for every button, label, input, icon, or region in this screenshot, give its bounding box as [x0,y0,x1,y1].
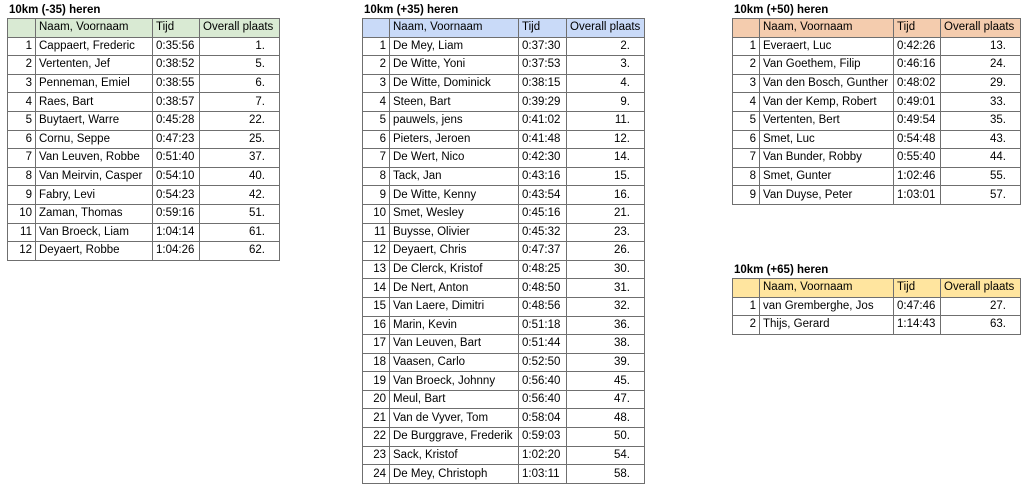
overall-place: 7. [200,93,280,112]
row-number: 15 [363,297,390,316]
row-number: 4 [8,93,36,112]
runner-name: Van der Kemp, Robert [760,93,894,112]
runner-name: De Wert, Nico [390,149,519,168]
table-row [8,149,280,168]
row-number: 14 [363,279,390,298]
results-block-plus65 [732,262,1021,335]
table-row [733,149,1021,168]
row-number: 8 [8,167,36,186]
overall-place: 14. [567,149,645,168]
finish-time: 0:39:29 [519,93,567,112]
finish-time: 1:02:20 [519,446,567,465]
runner-name: Smet, Wesley [390,204,519,223]
finish-time: 0:56:40 [519,390,567,409]
overall-place: 37. [200,149,280,168]
finish-time: 0:38:52 [153,56,200,75]
overall-place: 27. [941,297,1021,316]
table-row [363,37,645,56]
row-number: 10 [8,204,36,223]
runner-name: De Burggrave, Frederik [390,428,519,447]
table-row [733,37,1021,56]
runner-name: Vertenten, Bert [760,111,894,130]
overall-place: 9. [567,93,645,112]
runner-name: pauwels, jens [390,111,519,130]
finish-time: 0:59:03 [519,428,567,447]
row-number: 10 [363,204,390,223]
runner-name: Cornu, Seppe [36,130,153,149]
table-row [733,93,1021,112]
runner-name: Meul, Bart [390,390,519,409]
row-number: 21 [363,409,390,428]
row-number: 3 [363,74,390,93]
finish-time: 0:38:15 [519,74,567,93]
runner-name: Deyaert, Robbe [36,242,153,261]
overall-place: 23. [567,223,645,242]
runner-name: Raes, Bart [36,93,153,112]
table-row [363,390,645,409]
table-row [8,93,280,112]
header-name: Naam, Voornaam [760,19,894,38]
row-number: 2 [8,56,36,75]
header-time: Tijd [894,279,941,298]
overall-place: 51. [200,204,280,223]
block-title: 10km (+35) heren [364,4,459,16]
table-row [363,167,645,186]
header-time: Tijd [519,19,567,38]
runner-name: Van Duyse, Peter [760,186,894,205]
runner-name: Marin, Kevin [390,316,519,335]
overall-place: 30. [567,260,645,279]
row-number: 3 [733,74,760,93]
finish-time: 0:37:30 [519,37,567,56]
table-row [733,74,1021,93]
overall-place: 33. [941,93,1021,112]
runner-name: Tack, Jan [390,167,519,186]
results-table [362,18,645,484]
finish-time: 0:45:16 [519,204,567,223]
overall-place: 13. [941,37,1021,56]
table-row [363,130,645,149]
row-number: 6 [733,130,760,149]
finish-time: 0:55:40 [894,149,941,168]
finish-time: 0:51:18 [519,316,567,335]
row-number: 7 [363,149,390,168]
results-table [732,18,1021,205]
runner-name: Van Broeck, Liam [36,223,153,242]
overall-place: 2. [567,37,645,56]
table-row [8,223,280,242]
table-row [8,186,280,205]
runner-name: Buytaert, Warre [36,111,153,130]
table-row [8,130,280,149]
runner-name: Buysse, Olivier [390,223,519,242]
row-number: 11 [363,223,390,242]
header-nr [8,19,36,38]
finish-time: 1:14:43 [894,316,941,335]
runner-name: De Clerck, Kristof [390,260,519,279]
runner-name: Cappaert, Frederic [36,37,153,56]
runner-name: Thijs, Gerard [760,316,894,335]
header-place: Overall plaats [941,19,1021,38]
runner-name: De Witte, Dominick [390,74,519,93]
overall-place: 44. [941,149,1021,168]
finish-time: 0:47:23 [153,130,200,149]
runner-name: Van Bunder, Robby [760,149,894,168]
overall-place: 25. [200,130,280,149]
finish-time: 0:38:55 [153,74,200,93]
finish-time: 0:45:32 [519,223,567,242]
header-row [733,19,1021,38]
runner-name: Van Broeck, Johnny [390,372,519,391]
finish-time: 0:35:56 [153,37,200,56]
table-row [8,242,280,261]
finish-time: 0:48:50 [519,279,567,298]
table-row [363,111,645,130]
finish-time: 0:46:16 [894,56,941,75]
overall-place: 55. [941,167,1021,186]
runner-name: Everaert, Luc [760,37,894,56]
table-row [733,56,1021,75]
table-row [8,167,280,186]
table-row [8,37,280,56]
finish-time: 0:48:02 [894,74,941,93]
header-nr [363,19,390,38]
runner-name: Fabry, Levi [36,186,153,205]
results-table [732,278,1021,335]
header-time: Tijd [153,19,200,38]
results-block-plus50 [732,2,1021,205]
header-nr [733,279,760,298]
runner-name: Van Leuven, Robbe [36,149,153,168]
finish-time: 0:43:16 [519,167,567,186]
finish-time: 1:04:14 [153,223,200,242]
runner-name: Van Laere, Dimitri [390,297,519,316]
row-number: 13 [363,260,390,279]
table-row [8,56,280,75]
table-row [363,446,645,465]
finish-time: 0:51:40 [153,149,200,168]
results-block-min35 [7,2,280,261]
overall-place: 50. [567,428,645,447]
row-number: 24 [363,465,390,484]
table-row [363,279,645,298]
overall-place: 45. [567,372,645,391]
overall-place: 32. [567,297,645,316]
header-time: Tijd [894,19,941,38]
runner-name: Vertenten, Jef [36,56,153,75]
row-number: 20 [363,390,390,409]
row-number: 19 [363,372,390,391]
finish-time: 0:51:44 [519,335,567,354]
row-number: 4 [733,93,760,112]
finish-time: 0:54:48 [894,130,941,149]
finish-time: 1:03:01 [894,186,941,205]
header-place: Overall plaats [941,279,1021,298]
overall-place: 4. [567,74,645,93]
row-number: 16 [363,316,390,335]
overall-place: 26. [567,242,645,261]
runner-name: Deyaert, Chris [390,242,519,261]
overall-place: 16. [567,186,645,205]
finish-time: 0:59:16 [153,204,200,223]
overall-place: 63. [941,316,1021,335]
overall-place: 22. [200,111,280,130]
row-number: 23 [363,446,390,465]
row-number: 12 [363,242,390,261]
overall-place: 21. [567,204,645,223]
overall-place: 15. [567,167,645,186]
finish-time: 0:54:10 [153,167,200,186]
overall-place: 39. [567,353,645,372]
table-row [363,353,645,372]
runner-name: Van Leuven, Bart [390,335,519,354]
overall-place: 3. [567,56,645,75]
finish-time: 0:42:30 [519,149,567,168]
table-row [363,93,645,112]
finish-time: 1:04:26 [153,242,200,261]
finish-time: 0:47:46 [894,297,941,316]
table-row [363,242,645,261]
finish-time: 0:48:56 [519,297,567,316]
overall-place: 12. [567,130,645,149]
header-row [8,19,280,38]
overall-place: 58. [567,465,645,484]
row-number: 2 [733,316,760,335]
overall-place: 47. [567,390,645,409]
row-number: 1 [733,297,760,316]
runner-name: De Witte, Yoni [390,56,519,75]
overall-place: 1. [200,37,280,56]
row-number: 3 [8,74,36,93]
header-name: Naam, Voornaam [390,19,519,38]
table-row [733,130,1021,149]
row-number: 6 [363,130,390,149]
overall-place: 57. [941,186,1021,205]
row-number: 8 [363,167,390,186]
row-number: 4 [363,93,390,112]
finish-time: 0:42:26 [894,37,941,56]
row-number: 2 [363,56,390,75]
row-number: 9 [8,186,36,205]
finish-time: 0:45:28 [153,111,200,130]
row-number: 5 [363,111,390,130]
row-number: 9 [733,186,760,205]
table-row [363,204,645,223]
header-place: Overall plaats [200,19,280,38]
runner-name: De Mey, Liam [390,37,519,56]
header-row [363,19,645,38]
overall-place: 6. [200,74,280,93]
table-row [363,223,645,242]
overall-place: 42. [200,186,280,205]
row-number: 11 [8,223,36,242]
overall-place: 5. [200,56,280,75]
table-row [363,409,645,428]
runner-name: Van Meirvin, Casper [36,167,153,186]
runner-name: Sack, Kristof [390,446,519,465]
overall-place: 35. [941,111,1021,130]
finish-time: 0:38:57 [153,93,200,112]
overall-place: 40. [200,167,280,186]
runner-name: Van de Vyver, Tom [390,409,519,428]
table-row [733,186,1021,205]
header-name: Naam, Voornaam [36,19,153,38]
finish-time: 0:41:48 [519,130,567,149]
runner-name: Steen, Bart [390,93,519,112]
finish-time: 0:52:50 [519,353,567,372]
finish-time: 0:54:23 [153,186,200,205]
overall-place: 54. [567,446,645,465]
block-title: 10km (+65) heren [734,264,829,276]
runner-name: Vaasen, Carlo [390,353,519,372]
header-nr [733,19,760,38]
row-number: 12 [8,242,36,261]
results-block-plus35 [362,2,645,484]
row-number: 5 [733,111,760,130]
table-row [733,297,1021,316]
finish-time: 0:37:53 [519,56,567,75]
table-row [363,335,645,354]
overall-place: 24. [941,56,1021,75]
finish-time: 0:58:04 [519,409,567,428]
results-table [7,18,280,261]
block-title: 10km (+50) heren [734,4,829,16]
header-place: Overall plaats [567,19,645,38]
table-row [363,56,645,75]
overall-place: 62. [200,242,280,261]
table-row [363,260,645,279]
overall-place: 36. [567,316,645,335]
table-row [363,149,645,168]
table-row [363,74,645,93]
runner-name: Van den Bosch, Gunther [760,74,894,93]
table-row [363,372,645,391]
row-number: 22 [363,428,390,447]
runner-name: Smet, Gunter [760,167,894,186]
finish-time: 0:47:37 [519,242,567,261]
overall-place: 29. [941,74,1021,93]
row-number: 1 [733,37,760,56]
finish-time: 0:49:54 [894,111,941,130]
row-number: 1 [363,37,390,56]
table-row [733,111,1021,130]
finish-time: 1:02:46 [894,167,941,186]
overall-place: 61. [200,223,280,242]
overall-place: 11. [567,111,645,130]
runner-name: Pieters, Jeroen [390,130,519,149]
finish-time: 0:49:01 [894,93,941,112]
runner-name: Zaman, Thomas [36,204,153,223]
row-number: 18 [363,353,390,372]
finish-time: 0:41:02 [519,111,567,130]
table-row [363,316,645,335]
table-row [363,428,645,447]
table-row [8,204,280,223]
runner-name: De Witte, Kenny [390,186,519,205]
table-row [363,297,645,316]
finish-time: 1:03:11 [519,465,567,484]
overall-place: 48. [567,409,645,428]
runner-name: De Nert, Anton [390,279,519,298]
runner-name: Van Goethem, Filip [760,56,894,75]
block-title: 10km (-35) heren [9,4,101,16]
header-name: Naam, Voornaam [760,279,894,298]
row-number: 8 [733,167,760,186]
row-number: 6 [8,130,36,149]
finish-time: 0:43:54 [519,186,567,205]
overall-place: 31. [567,279,645,298]
row-number: 9 [363,186,390,205]
row-number: 5 [8,111,36,130]
runner-name: De Mey, Christoph [390,465,519,484]
runner-name: Smet, Luc [760,130,894,149]
table-row [8,74,280,93]
row-number: 2 [733,56,760,75]
finish-time: 0:56:40 [519,372,567,391]
header-row [733,279,1021,298]
table-row [733,316,1021,335]
runner-name: Penneman, Emiel [36,74,153,93]
table-row [363,186,645,205]
row-number: 7 [733,149,760,168]
runner-name: van Gremberghe, Jos [760,297,894,316]
table-row [363,465,645,484]
overall-place: 43. [941,130,1021,149]
row-number: 1 [8,37,36,56]
row-number: 17 [363,335,390,354]
table-row [8,111,280,130]
finish-time: 0:48:25 [519,260,567,279]
table-row [733,167,1021,186]
row-number: 7 [8,149,36,168]
overall-place: 38. [567,335,645,354]
